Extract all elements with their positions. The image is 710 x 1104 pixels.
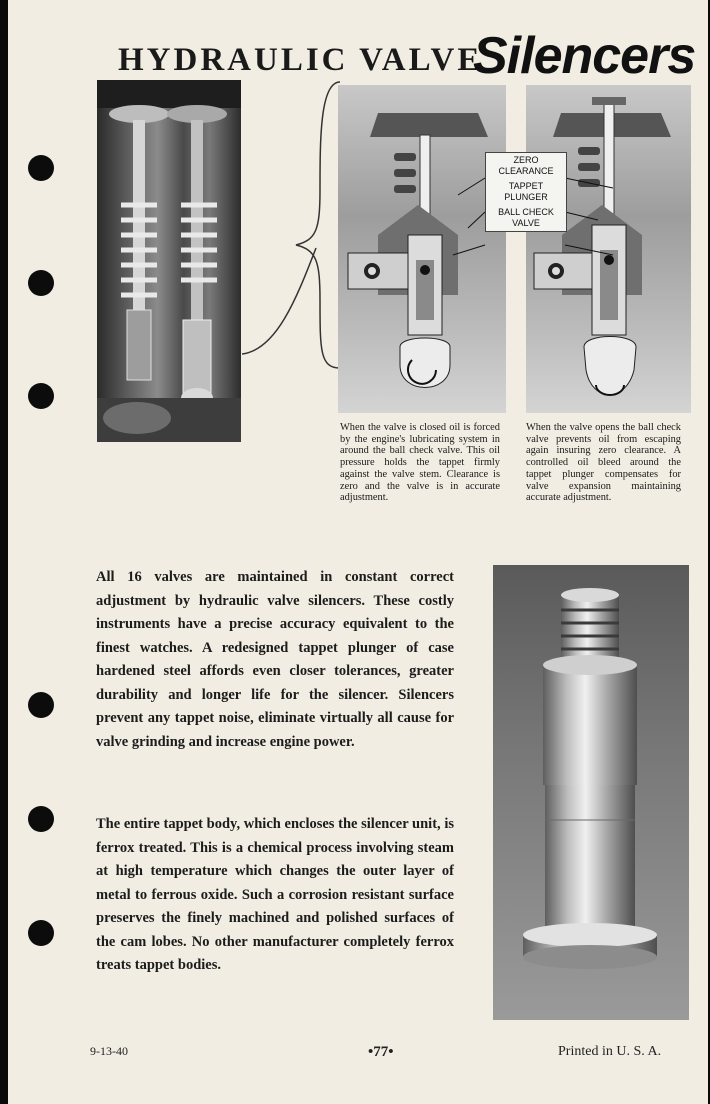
label-ball-check-valve: BALL CHECK VALVE	[498, 207, 554, 228]
engine-cutaway-photo	[97, 80, 241, 442]
tappet-product-photo	[493, 565, 689, 1020]
caption-valve-closed: When the valve is closed oil is forced by the engine's lubricating system in around the ball check valve. This oil pressure holds the tappet firmly against the valve stem. Clearance is zero and the valve is in accurate adjustment.	[340, 422, 500, 504]
binder-hole	[28, 270, 54, 296]
body-paragraph: The entire tappet body, which encloses the silencer unit, is ferrox treated. This is a chemical process involving steam at high temperature which changes the outer layer of metal to ferrous oxide. Such a corrosion resistant surface preserves the finely machined and polished surfaces of the cam lobes. No other manufacturer completely ferrox treats tappet bodies.	[96, 816, 454, 973]
footer-date: 9-13-40	[90, 1044, 128, 1058]
title-hydraulic-valve: HYDRAULIC VALVE	[118, 42, 483, 78]
body-paragraph: All 16 valves are maintained in constant correct adjustment by hydraulic valve silencers. These costly instruments have a precise accuracy equivalent to the finest watches. A redesigned tappet plunger of case hardened steel affords even closer tolerances, greater durability and longer life for the silencer. Silencers prevent any tappet noise, eliminate virtually all cause for valve grinding and increase engine power.	[96, 569, 454, 750]
binder-hole	[28, 383, 54, 409]
diagram-label-box	[485, 152, 567, 232]
page-title	[118, 26, 696, 88]
brace-connector	[236, 80, 346, 370]
binder-hole	[28, 692, 54, 718]
binder-hole	[28, 155, 54, 181]
binder-hole	[28, 920, 54, 946]
title-silencers: Silencers	[473, 27, 696, 85]
caption-valve-opens: When the valve opens the ball check valve prevents oil from escaping again insuring zero clearance. A controlled oil bleed around the tappet plunger compensates for valve expansion maintaining accurate adjustment.	[526, 422, 681, 504]
label-tappet-plunger: TAPPET PLUNGER	[504, 181, 548, 202]
binder-hole	[28, 806, 54, 832]
label-zero-clearance: ZERO CLEARANCE	[498, 155, 554, 176]
page-number: •77•	[368, 1044, 394, 1060]
catalog-page	[8, 0, 708, 1104]
footer-printed: Printed in U. S. A.	[558, 1044, 662, 1059]
